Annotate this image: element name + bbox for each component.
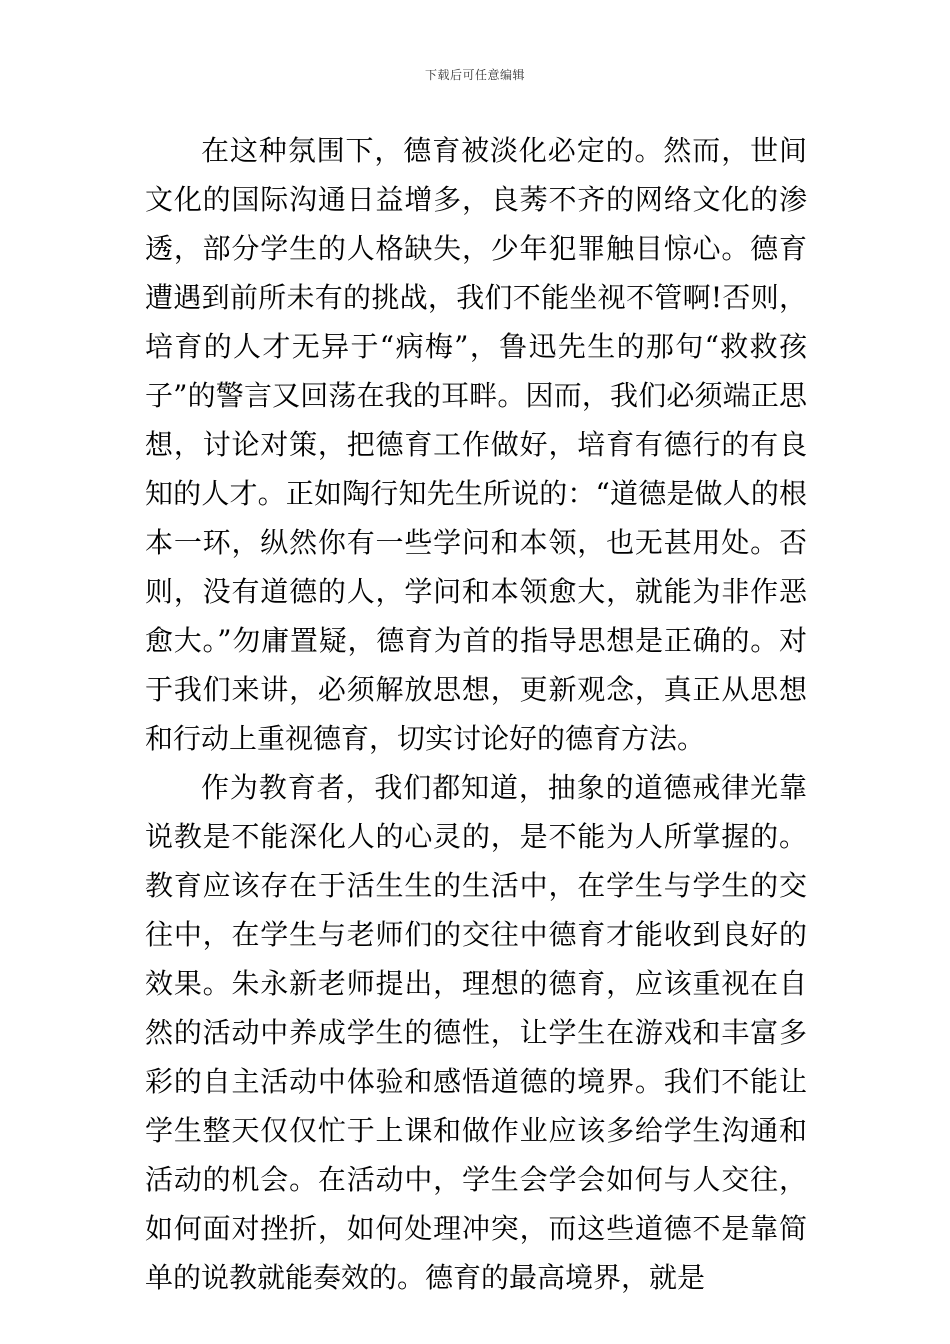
document-body <box>145 126 807 1302</box>
paragraph-1: 在这种氛围下，德育被淡化必定的。然而，世间文化的国际沟通日益增多，良莠不齐的网络文化的渗透，部分学生的人格缺失，少年犯罪触目惊心。德育遭遇到前所未有的挑战，我们不能坐视不管啊!否则，培育的人才无异于“病梅”，鲁迅先生的那句“救救孩子”的警言又回荡在我的耳畔。因而，我们必须端正思想，讨论对策，把德育工作做好，培育有德行的有良知的人才。正如陶行知先生所说的：“道德是做人的根本一环，纵然你有一些学问和本领，也无甚用处。否则，没有道德的人，学问和本领愈大，就能为非作恶愈大。”勿庸置疑，德育为首的指导思想是正确的。对于我们来讲，必须解放思想，更新观念，真正从思想和行动上重视德育，切实讨论好的德育方法。 <box>145 134 807 755</box>
paragraph-2: 作为教育者，我们都知道，抽象的道德戒律光靠说教是不能深化人的心灵的，是不能为人所掌握的。教育应该存在于活生生的生活中，在学生与学生的交往中，在学生与老师们的交往中德育才能收到良好的效果。朱永新老师提出，理想的德育，应该重视在自然的活动中养成学生的德性，让学生在游戏和丰富多彩的自主活动中体验和感悟道德的境界。我们不能让学生整天仅仅忙于上课和做作业应该多给学生沟通和活动的机会。在活动中，学生会学会如何与人交往，如何面对挫折，如何处理冲突，而这些道德不是靠简单的说教就能奏效的。德育的最高境界，就是 <box>145 771 807 1294</box>
page-header: 下载后可任意编辑 <box>424 68 525 82</box>
